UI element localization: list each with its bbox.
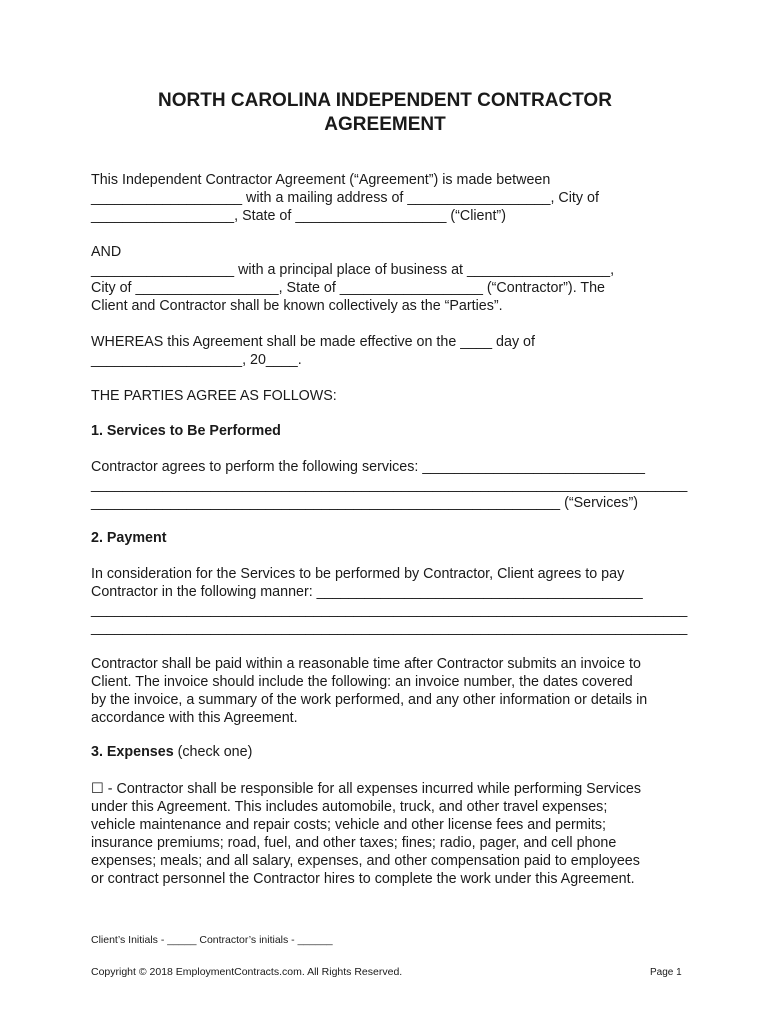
intro-line-2: ___________________ with a mailing address of __________________, City of — [91, 190, 599, 206]
section-2-line-2: Contractor in the following manner: _________________________________________ — [91, 584, 643, 600]
page-number: Page 1 — [650, 967, 682, 978]
section-2-line-1: In consideration for the Services to be performed by Contractor, Client agrees to pay — [91, 566, 625, 582]
whereas-line-1: WHEREAS this Agreement shall be made effective on the ____ day of — [91, 334, 535, 350]
whereas-line-2: ___________________, 20____. — [91, 352, 302, 368]
and-line-2: City of __________________, State of __________________ (“Contractor”). The — [91, 280, 606, 296]
document-title-line2: AGREEMENT — [324, 114, 446, 135]
section-3-heading — [91, 743, 252, 761]
section-1-heading: 1. Services to Be Performed — [91, 423, 281, 439]
parties-agree: THE PARTIES AGREE AS FOLLOWS: — [91, 388, 337, 404]
section-3-line-4: insurance premiums; road, fuel, and other taxes; fines; radio, pager, and cell phone — [91, 835, 617, 851]
section-3-heading-text: 3. Expenses — [91, 744, 174, 760]
document-title-line1: NORTH CAROLINA INDEPENDENT CONTRACTOR — [158, 90, 612, 111]
and-label: AND — [91, 244, 122, 260]
section-3-line-1 — [91, 780, 641, 798]
intro-line-3: __________________, State of ___________________ (“Client”) — [91, 208, 506, 224]
section-3-line-5: expenses; meals; and all salary, expenses, and other compensation paid to employees — [91, 853, 640, 869]
section-2-para2-line-3: by the invoice, a summary of the work performed, and any other information or details in — [91, 692, 648, 708]
copyright-notice: Copyright © 2018 EmploymentContracts.com. All Rights Reserved. — [91, 966, 403, 978]
section-2-para2-line-4: accordance with this Agreement. — [91, 710, 298, 726]
initials-line: Client’s Initials - _____ Contractor’s initials - ______ — [91, 934, 333, 946]
section-1-line-1: Contractor agrees to perform the following services: ____________________________ — [91, 459, 645, 475]
section-3-line-2: under this Agreement. This includes automobile, truck, and other travel expenses; — [91, 799, 608, 815]
and-line-1: __________________ with a principal place of business at __________________, — [91, 262, 615, 278]
section-3-line-6: or contract personnel the Contractor hires to complete the work under this Agreement. — [91, 871, 635, 887]
section-2-heading: 2. Payment — [91, 530, 167, 546]
section-2-para2-line-2: Client. The invoice should include the following: an invoice number, the dates covered — [91, 674, 633, 690]
section-3-line-3: vehicle maintenance and repair costs; vehicle and other license fees and permits; — [91, 817, 606, 833]
intro-line-1: This Independent Contractor Agreement (“Agreement”) is made between — [91, 172, 551, 188]
section-2-line-4: ___________________________________________________________________________ — [91, 620, 688, 636]
section-2-para2-line-1: Contractor shall be paid within a reasonable time after Contractor submits an invoice to — [91, 656, 641, 672]
and-line-3: Client and Contractor shall be known collectively as the “Parties”. — [91, 298, 503, 314]
section-3-line-1-text: - Contractor shall be responsible for all expenses incurred while performing Services — [103, 781, 642, 797]
section-1-line-2: ___________________________________________________________________________ — [91, 477, 688, 493]
section-2-line-3: ___________________________________________________________________________ — [91, 602, 688, 618]
expenses-checkbox[interactable]: ☐ — [91, 781, 104, 797]
section-1-line-3: ___________________________________________________________ (“Services”) — [91, 495, 638, 511]
section-3-heading-note: (check one) — [173, 744, 253, 760]
